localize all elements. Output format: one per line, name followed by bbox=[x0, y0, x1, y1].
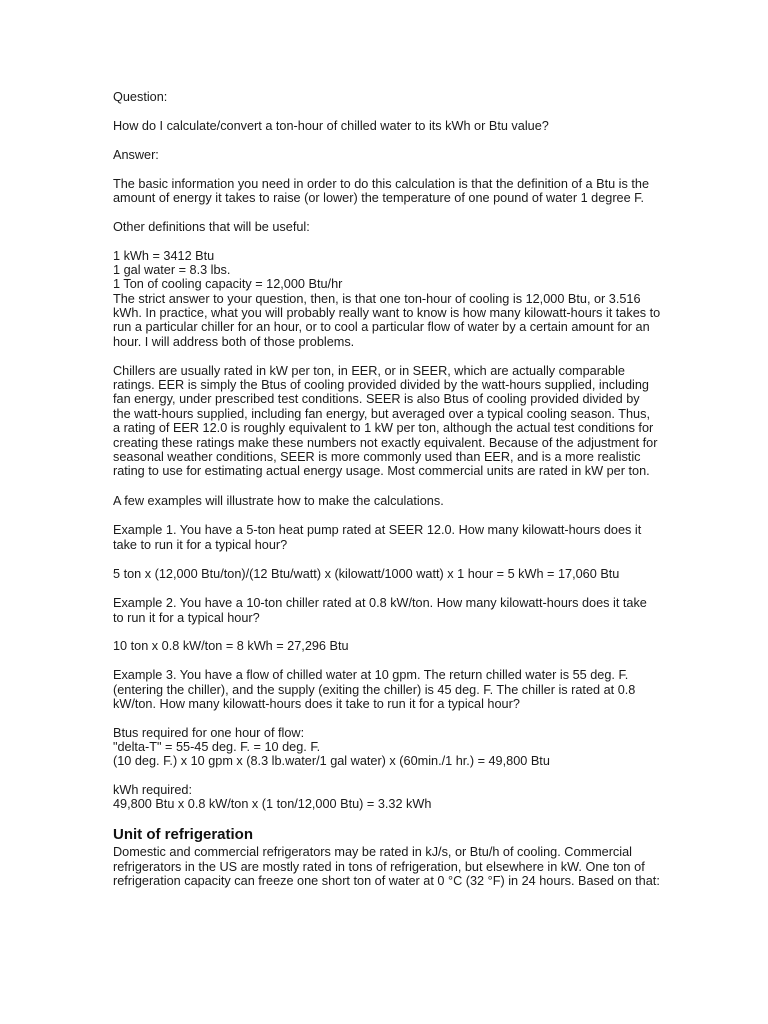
text-line: Example 3. You have a flow of chilled water at 10 gpm. The return chilled water is 55 deg. F. bbox=[113, 668, 629, 682]
text-line: a rating of EER 12.0 is roughly equivalent to 1 kW per ton, although the actual test conditions for bbox=[113, 421, 654, 435]
section-heading: Unit of refrigeration bbox=[113, 826, 254, 843]
text-line: rating to use for estimating actual energy usage. Most commercial units are rated in kW per ton. bbox=[113, 464, 650, 478]
text-line: 49,800 Btu x 0.8 kW/ton x (1 ton/12,000 Btu) = 3.32 kWh bbox=[113, 797, 432, 811]
text-line: amount of energy it takes to raise (or lower) the temperature of one pound of water 1 degree F. bbox=[113, 191, 645, 205]
text-line: Chillers are usually rated in kW per ton, in EER, or in SEER, which are actually comparable bbox=[113, 364, 625, 378]
text-line: seasonal weather conditions, SEER is more commonly used than EER, and is a more realistic bbox=[113, 450, 641, 464]
text-line: kWh required: bbox=[113, 783, 192, 797]
text-line: Btus required for one hour of flow: bbox=[113, 726, 305, 740]
section-text-line: refrigerators in the US are mostly rated in tons of refrigeration, but elsewhere in kW. One ton of bbox=[113, 860, 645, 874]
section-text-line: refrigeration capacity can freeze one short ton of water at 0 °C (32 °F) in 24 hours. Based on that: bbox=[113, 874, 660, 888]
text-line: kW/ton. How many kilowatt-hours does it take to run it for a typical hour? bbox=[113, 697, 520, 711]
text-line: ratings. EER is simply the Btus of cooling provided divided by the watt-hours supplied, including bbox=[113, 378, 649, 392]
text-line: (10 deg. F.) x 10 gpm x (8.3 lb.water/1 gal water) x (60min./1 hr.) = 49,800 Btu bbox=[113, 754, 550, 768]
text-line: 5 ton x (12,000 Btu/ton)/(12 Btu/watt) x (kilowatt/1000 watt) x 1 hour = 5 kWh = 17,060 Btu bbox=[113, 567, 620, 581]
text-line: take to run it for a typical hour? bbox=[113, 538, 288, 552]
text-line: Example 1. You have a 5-ton heat pump rated at SEER 12.0. How many kilowatt-hours does it bbox=[113, 523, 642, 537]
text-line: A few examples will illustrate how to make the calculations. bbox=[113, 494, 444, 508]
text-line: kWh. In practice, what you will probably really want to know is how many kilowatt-hours it takes to bbox=[113, 306, 661, 320]
text-line: creating these ratings make these numbers not exactly equivalent. Because of the adjustment for bbox=[113, 436, 658, 450]
text-line: The strict answer to your question, then, is that one ton-hour of cooling is 12,000 Btu, or 3.516 bbox=[113, 292, 641, 306]
text-line: 10 ton x 0.8 kW/ton = 8 kWh = 27,296 Btu bbox=[113, 639, 349, 653]
text-line: How do I calculate/convert a ton-hour of chilled water to its kWh or Btu value? bbox=[113, 119, 549, 133]
text-line: Other definitions that will be useful: bbox=[113, 220, 310, 234]
text-line: 1 Ton of cooling capacity = 12,000 Btu/hr bbox=[113, 277, 343, 291]
text-line: "delta-T" = 55-45 deg. F. = 10 deg. F. bbox=[113, 740, 321, 754]
text-line: Answer: bbox=[113, 148, 159, 162]
text-line: hour. I will address both of those problems. bbox=[113, 335, 355, 349]
text-line: The basic information you need in order to do this calculation is that the definition of a Btu is the bbox=[113, 177, 650, 191]
text-line: to run it for a typical hour? bbox=[113, 611, 260, 625]
text-line: Example 2. You have a 10-ton chiller rated at 0.8 kW/ton. How many kilowatt-hours does it take bbox=[113, 596, 647, 610]
text-line: Question: bbox=[113, 90, 168, 104]
text-line: 1 kWh = 3412 Btu bbox=[113, 249, 215, 263]
text-line: run a particular chiller for an hour, or to cool a particular flow of water by a certain amount for an bbox=[113, 320, 650, 334]
text-line: the watt-hours supplied, including fan energy, but averaged over a typical cooling season. Thus, bbox=[113, 407, 650, 421]
section-text-line: Domestic and commercial refrigerators may be rated in kJ/s, or Btu/h of cooling. Commercial bbox=[113, 845, 632, 859]
text-line: fan energy, under prescribed test conditions. SEER is also Btus of cooling provided divided by bbox=[113, 392, 640, 406]
text-line: 1 gal water = 8.3 lbs. bbox=[113, 263, 231, 277]
text-line: (entering the chiller), and the supply (exiting the chiller) is 45 deg. F. The chiller is rated at 0.8 bbox=[113, 683, 636, 697]
